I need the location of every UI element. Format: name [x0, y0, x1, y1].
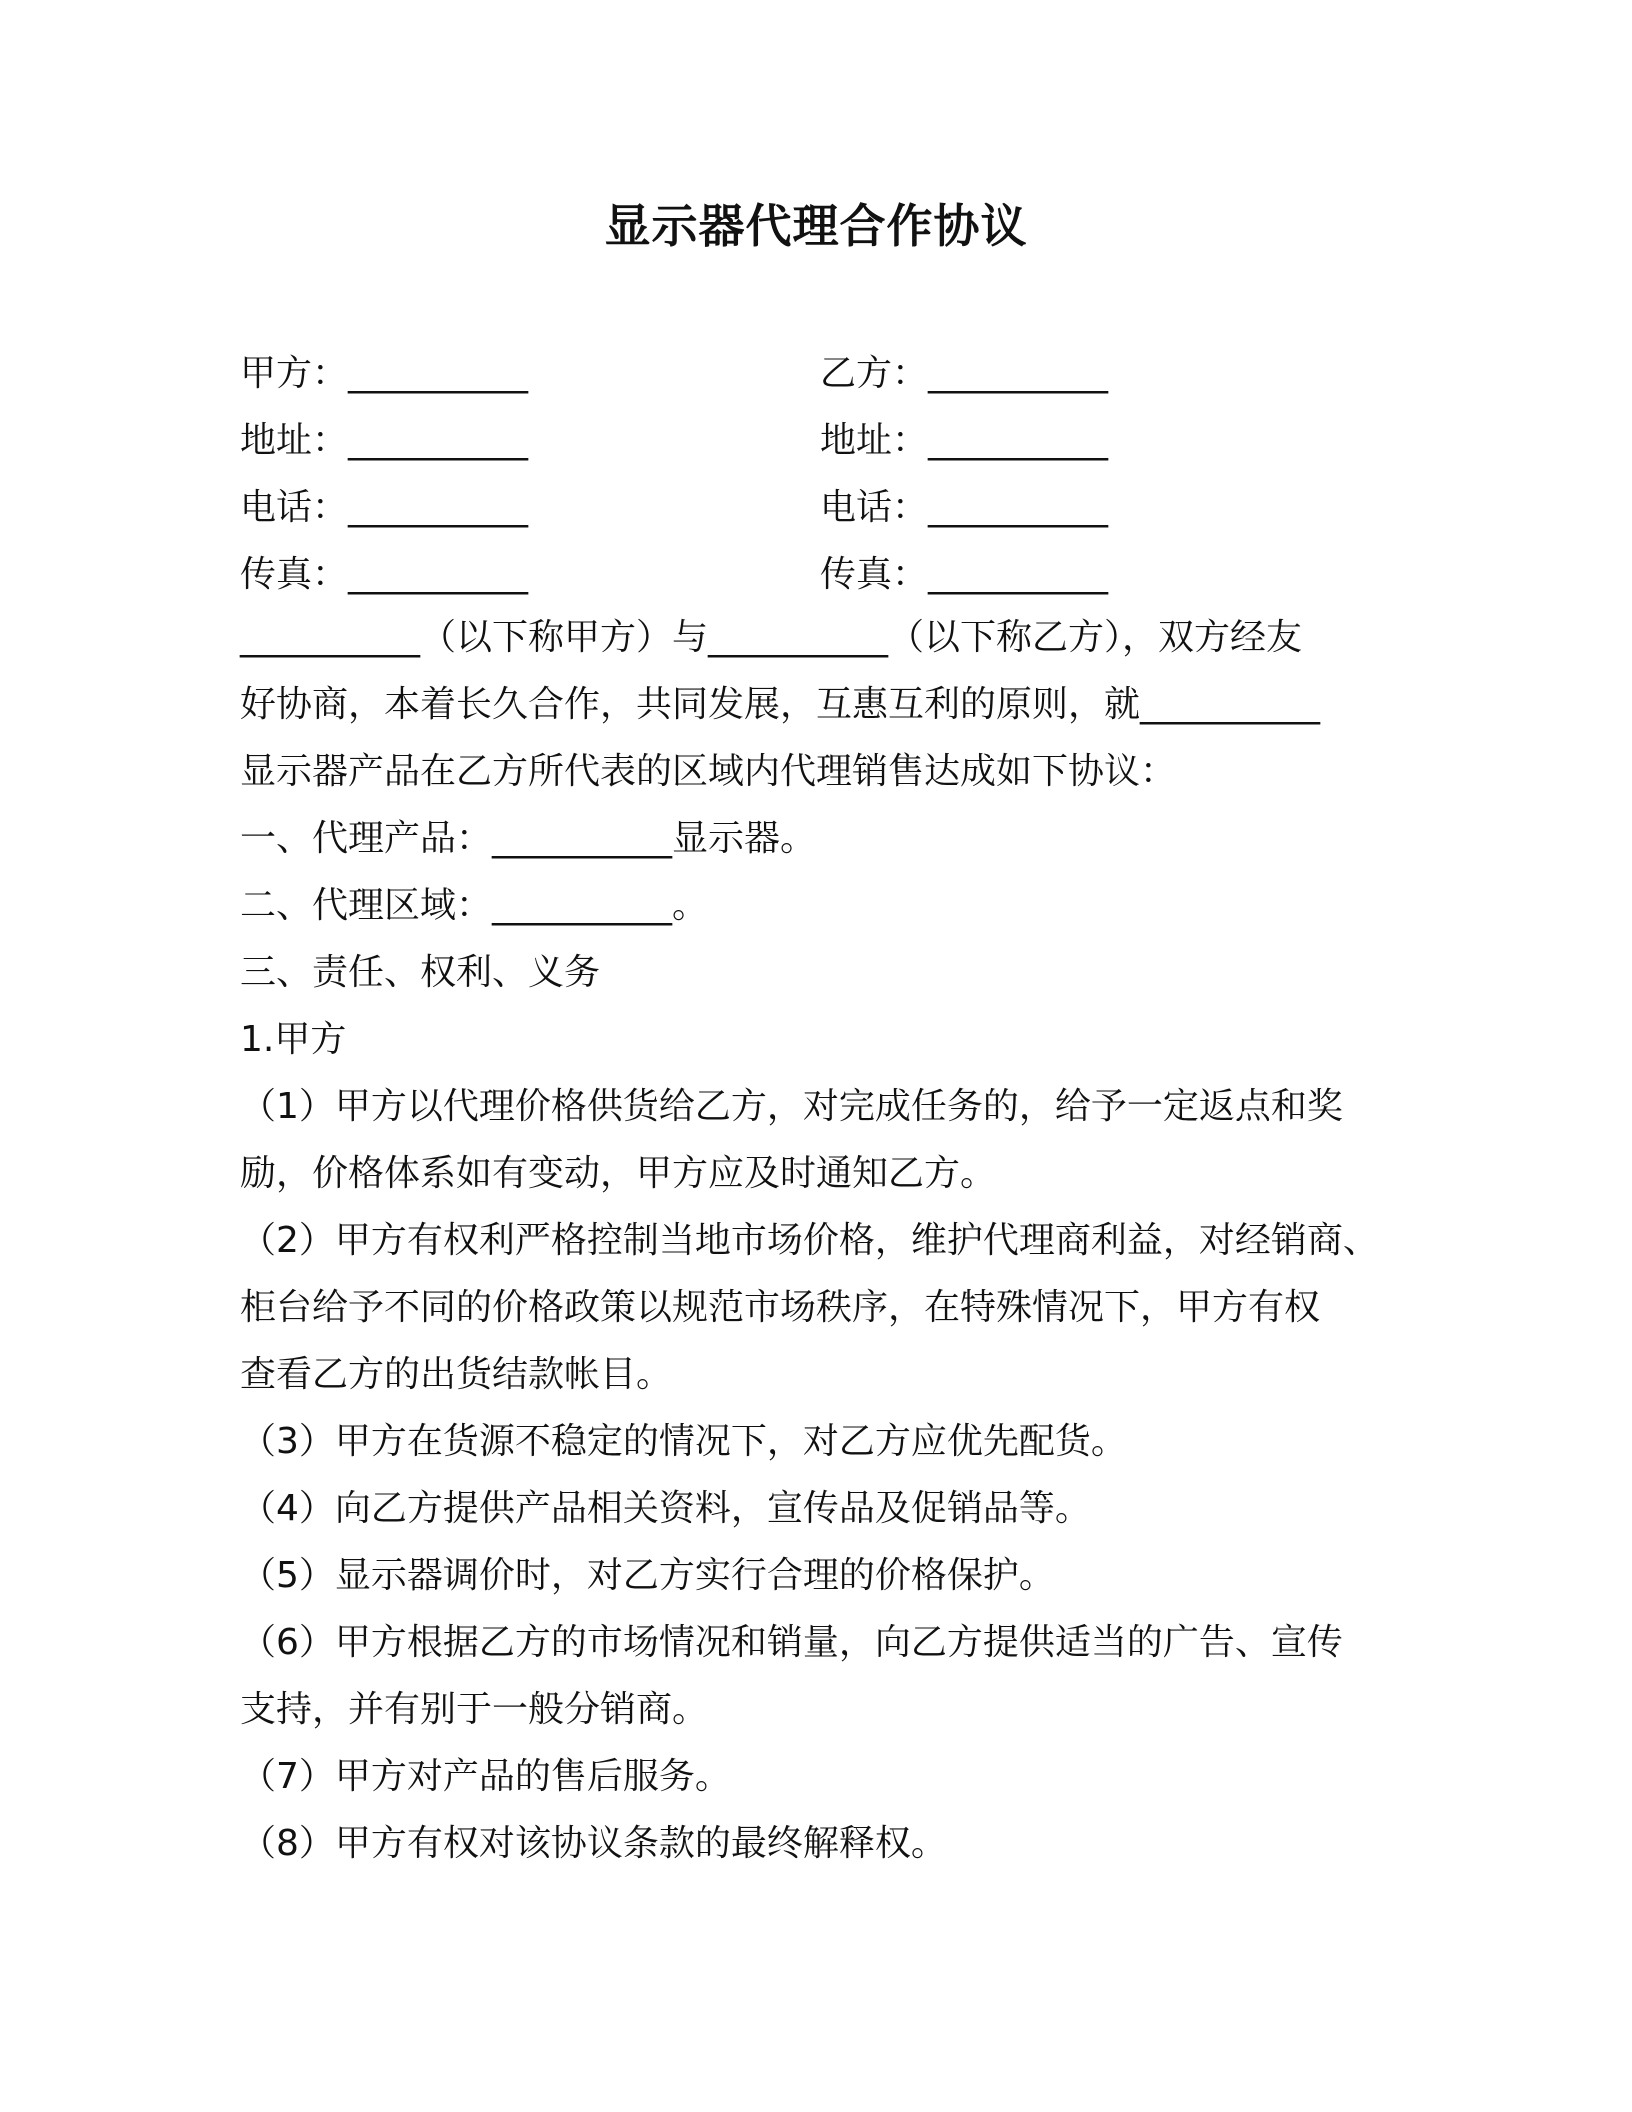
body-line: 好协商，本着长久合作，共同发展，互惠互利的原则，就__________: [240, 684, 1321, 725]
party-row-fax: [240, 541, 1400, 608]
party-a-address: 地址：__________: [240, 419, 529, 461]
body-line: 显示器产品在乙方所代表的区域内代理销售达成如下协议：: [240, 751, 1177, 792]
section-responsibilities-heading: 三、责任、权利、义务: [240, 952, 601, 993]
party-row-name: [240, 340, 1400, 407]
party-a-name: 甲方：__________: [240, 352, 529, 394]
section-agency-product: 一、代理产品：__________显示器。: [240, 818, 817, 859]
clause-6-line: （6）甲方根据乙方的市场情况和销量，向乙方提供适当的广告、宣传: [240, 1622, 1343, 1663]
party-b-fax: 传真：__________: [820, 553, 1109, 595]
party-b-name: 乙方：__________: [820, 352, 1109, 394]
party-row-phone: [240, 474, 1400, 541]
clause-2-line: （2）甲方有权利严格控制当地市场价格，维护代理商利益，对经销商、: [240, 1220, 1379, 1261]
party-a-fax: 传真：__________: [240, 553, 529, 595]
clause-7-line: （7）甲方对产品的售后服务。: [240, 1756, 731, 1797]
section-agency-region: 二、代理区域：__________。: [240, 885, 709, 926]
clause-1-line: 励，价格体系如有变动，甲方应及时通知乙方。: [240, 1153, 997, 1194]
clause-1-line: （1）甲方以代理价格供货给乙方，对完成任务的，给予一定返点和奖: [240, 1086, 1343, 1127]
clause-5-line: （5）显示器调价时，对乙方实行合理的价格保护。: [240, 1555, 1055, 1596]
document-title: 显示器代理合作协议: [604, 199, 1028, 253]
party-a-phone: 电话：__________: [240, 486, 529, 528]
party-b-address: 地址：__________: [820, 419, 1109, 461]
clause-4-line: （4）向乙方提供产品相关资料，宣传品及促销品等。: [240, 1488, 1091, 1529]
party-a-subheading: 1.甲方: [240, 1019, 347, 1060]
agreement-body: [240, 604, 1400, 1877]
party-b-phone: 电话：__________: [820, 486, 1109, 528]
clause-6-line: 支持，并有别于一般分销商。: [240, 1689, 709, 1730]
clause-2-line: 查看乙方的出货结款帐目。: [240, 1354, 673, 1395]
body-line: __________（以下称甲方）与__________（以下称乙方），双方经友: [240, 617, 1303, 658]
clause-2-line: 柜台给予不同的价格政策以规范市场秩序，在特殊情况下，甲方有权: [240, 1287, 1321, 1328]
party-row-address: [240, 407, 1400, 474]
party-info-grid: [240, 340, 1400, 608]
clause-8-line: （8）甲方有权对该协议条款的最终解释权。: [240, 1823, 947, 1864]
clause-3-line: （3）甲方在货源不稳定的情况下，对乙方应优先配货。: [240, 1421, 1127, 1462]
